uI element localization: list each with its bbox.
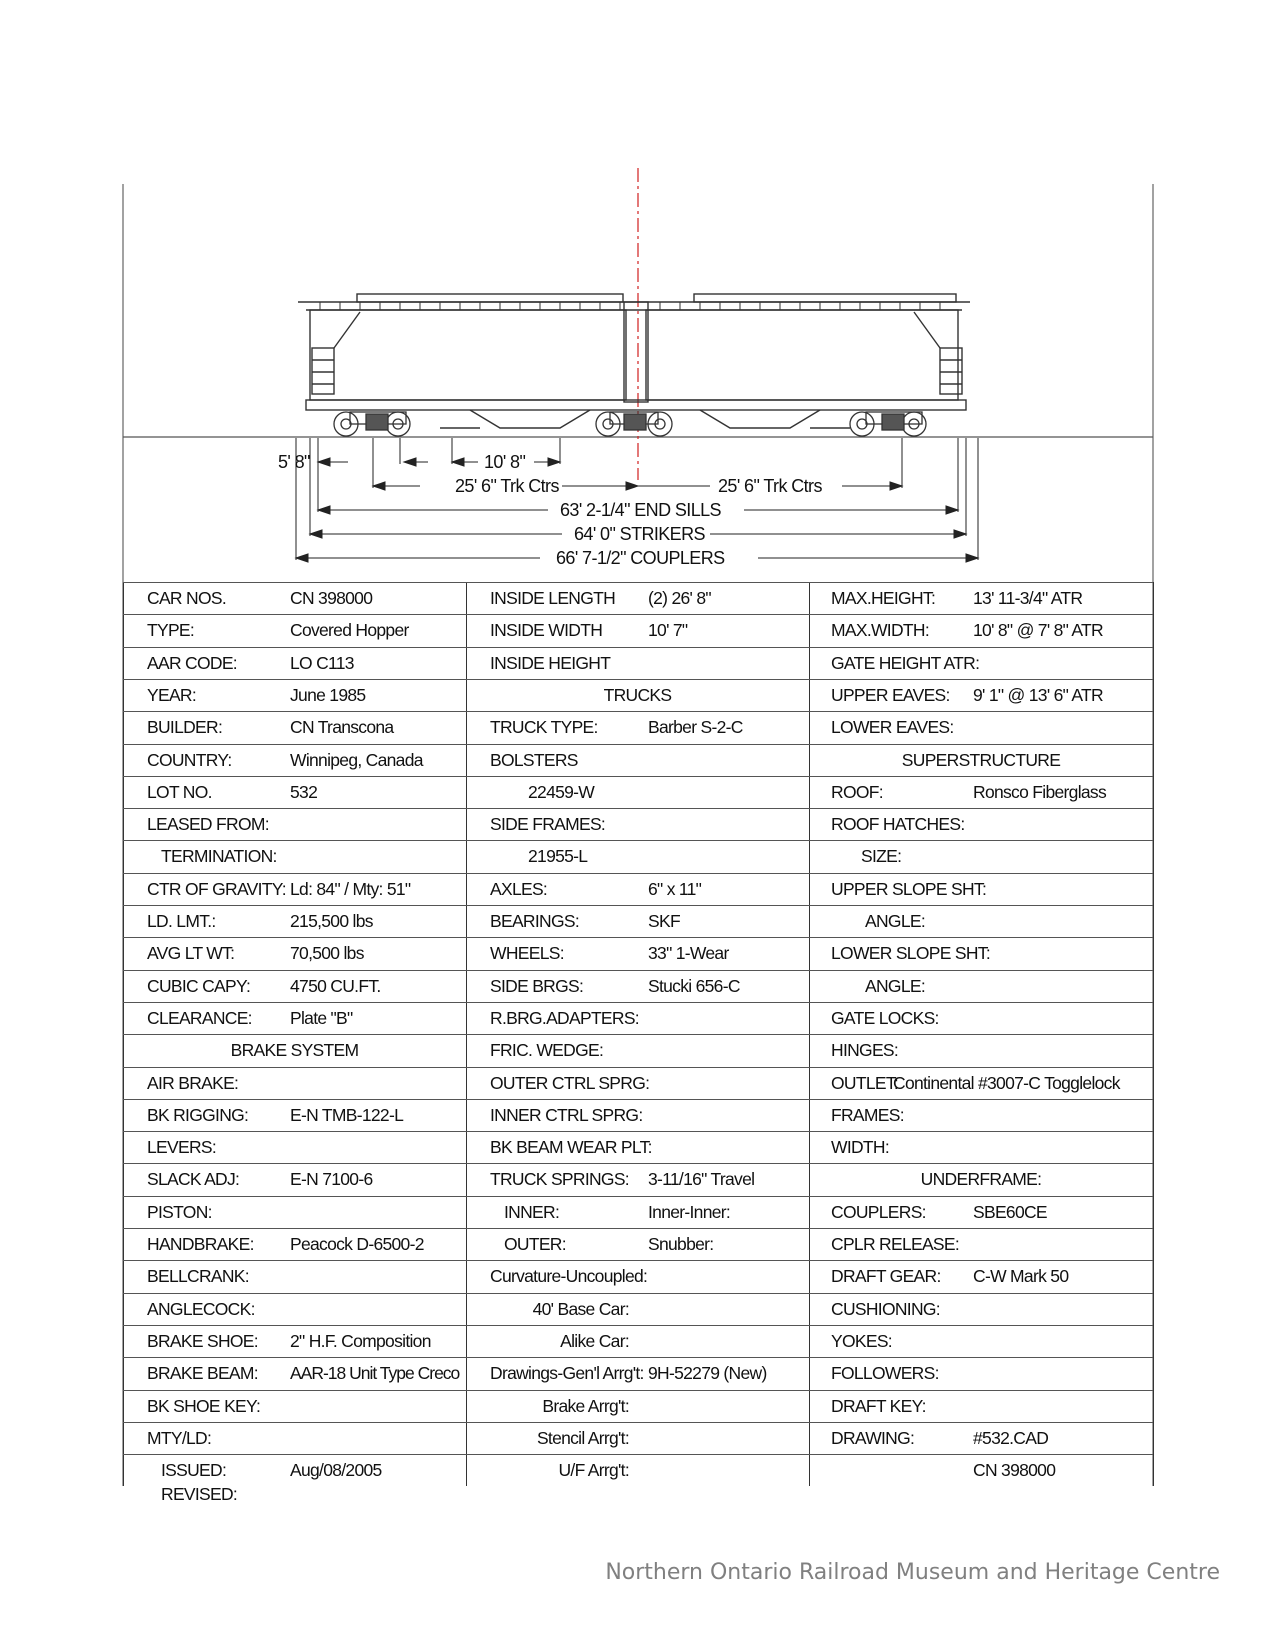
spec-value: (2) 26' 8" [648,588,711,608]
spec-label: LEASED FROM: [147,814,269,835]
row-rule [123,1357,1153,1358]
spec-row [123,647,466,679]
spec-value: C-W Mark 50 [973,1266,1069,1287]
spec-label: BEARINGS: [490,911,580,931]
row-rule [123,1196,1153,1197]
spec-value: 215,500 lbs [290,911,373,931]
spec-value: Ld: 84" / Mty: 51" [290,878,411,899]
spec-value: 2" H.F. Composition [290,1330,431,1351]
row-rule [123,1099,1153,1100]
spec-row [809,679,1153,711]
row-rule [123,905,1153,906]
spec-value: #532.CAD [973,1427,1049,1448]
footer-credit: Northern Ontario Railroad Museum and Heritage Centre [605,1560,1220,1585]
spec-row [809,744,1153,776]
spec-value: E-N 7100-6 [290,1169,373,1190]
spec-value: Barber S-2-C [648,717,743,738]
row-rule [123,614,1153,615]
spec-row [123,614,466,646]
spec-label: ANGLE: [865,911,925,931]
strikers-label: 64' 0" STRIKERS [574,524,705,544]
spec-row [466,970,809,1002]
row-rule [123,873,1153,874]
spec-label: GATE HEIGHT ATR: [831,652,980,673]
spec-label: ROOF: [831,781,883,802]
spec-row [466,1293,809,1325]
spec-value: Peacock D-6500-2 [290,1234,424,1254]
spec-row [466,614,809,646]
spec-row [466,1422,809,1454]
spec-label: WIDTH: [831,1137,890,1158]
spec-value: Winnipeg, Canada [290,749,423,770]
row-rule [123,1228,1153,1229]
row-rule [123,840,1153,841]
spec-label: R.BRG.ADAPTERS: [490,1007,639,1028]
row-rule [123,937,1153,938]
spec-value: CN 398000 [973,1460,1056,1481]
row-rule [123,1390,1153,1391]
spec-value: Aug/08/2005 [290,1460,382,1481]
spec-row [809,840,1153,872]
spec-row [809,970,1153,1002]
spec-value: 6" x 11" [648,878,702,899]
spec-label: LOWER SLOPE SHT: [831,943,990,964]
spec-label: BELLCRANK: [147,1266,249,1287]
spec-value: Continental #3007-C Togglelock [893,1072,1120,1093]
spec-row [123,1196,466,1228]
spec-row [466,744,809,776]
spec-label: AIR BRAKE: [147,1072,239,1093]
spec-value: LO C113 [290,652,354,673]
spec-row [809,1357,1153,1389]
section-heading: SUPERSTRUCTURE [901,749,1061,770]
row-rule [123,1422,1153,1423]
dim-height-label: 5' 8" [278,452,310,472]
spec-row [466,776,809,808]
spec-row [809,1131,1153,1163]
spec-row [123,1478,466,1510]
spec-row [123,808,466,840]
spec-label: SLACK ADJ: [147,1169,240,1190]
spec-row [809,1228,1153,1260]
spec-label: OUTER CTRL SPRG: [490,1072,650,1093]
spec-label: 40' Base Car: [532,1298,629,1319]
row-rule [123,1454,1153,1455]
car-body [298,294,970,428]
row-rule [123,1131,1153,1132]
spec-row [809,1293,1153,1325]
spec-row [809,1099,1153,1131]
spec-row [466,679,809,711]
spec-label: Drawings-Gen'l Arrg't: [490,1363,644,1384]
spec-value: Snubber: [648,1234,714,1254]
spec-label: 22459-W [528,781,595,802]
spec-row [809,1422,1153,1454]
spec-row [809,1260,1153,1292]
spec-row [466,1357,809,1389]
spec-label: INNER CTRL SPRG: [490,1104,643,1125]
spec-row [809,647,1153,679]
spec-label: SIDE FRAMES: [490,814,606,835]
spec-row [466,1067,809,1099]
spec-label: OUTER: [504,1234,566,1254]
spec-row [809,711,1153,743]
couplers-label: 66' 7-1/2" COUPLERS [556,548,725,568]
end-sills-label: 63' 2-1/4" END SILLS [560,500,721,520]
spec-row [809,1034,1153,1066]
spec-row [123,1131,466,1163]
spec-label: OUTLET: [831,1072,899,1093]
spec-value: CN Transcona [290,717,394,738]
spec-row [466,647,809,679]
spec-row [466,1196,809,1228]
spec-label: Curvature-Uncoupled: [490,1266,648,1287]
spec-label: SIZE: [861,846,902,867]
spec-value: E-N TMB-122-L [290,1104,404,1125]
spec-row [123,582,466,614]
spec-row [809,873,1153,905]
row-rule [123,1067,1153,1068]
spec-value: June 1985 [290,684,366,705]
spec-row [466,840,809,872]
spec-value: 70,500 lbs [290,943,364,964]
spec-row [123,873,466,905]
spec-label: CLEARANCE: [147,1007,252,1028]
spec-row [466,905,809,937]
spec-row [809,1002,1153,1034]
spec-label: MTY/LD: [147,1427,212,1448]
spec-row [466,1390,809,1422]
spec-value: 10' 7" [648,620,688,641]
spec-value: 9H-52279 (New) [648,1363,767,1384]
section-heading: TRUCKS [603,684,672,705]
spec-value: CN 398000 [290,588,373,608]
spec-row [123,1422,466,1454]
spec-label: DRAFT GEAR: [831,1266,941,1287]
spec-value: Covered Hopper [290,620,409,641]
spec-label: COUPLERS: [831,1201,926,1222]
spec-row [466,1163,809,1195]
spec-label: TYPE: [147,620,195,641]
spec-value: 13' 11-3/4" ATR [973,588,1083,608]
spec-label: COUNTRY: [147,749,232,770]
spec-label: INSIDE WIDTH [490,620,603,641]
spec-label: FOLLOWERS: [831,1363,939,1384]
table-right-border [1153,582,1154,1486]
spec-label: INNER: [504,1201,560,1222]
spec-label: LOWER EAVES: [831,717,954,738]
spec-label: AVG LT WT: [147,943,235,964]
section-heading: BRAKE SYSTEM [230,1040,359,1061]
row-rule [123,1034,1153,1035]
spec-label: CUSHIONING: [831,1298,940,1319]
spec-value: 3-11/16" Travel [648,1169,755,1190]
spec-row [466,1260,809,1292]
spec-label: UPPER SLOPE SHT: [831,878,987,899]
spec-value: SBE60CE [973,1201,1047,1222]
spec-row [809,1067,1153,1099]
spec-label: LEVERS: [147,1137,217,1158]
spec-label: BK SHOE KEY: [147,1395,261,1416]
truck-centers-left-label: 25' 6" Trk Ctrs [455,476,559,496]
spec-value: 532 [290,781,318,802]
spec-row [123,905,466,937]
spec-row [466,808,809,840]
spec-label: Stencil Arrg't: [536,1427,629,1448]
spec-label: LD. LMT.: [147,911,216,931]
spec-label: 21955-L [528,846,588,867]
dim-spacing-label: 10' 8" [484,452,526,472]
spec-row [809,582,1153,614]
spec-row [466,711,809,743]
spec-value: Ronsco Fiberglass [973,781,1107,802]
spec-row [809,614,1153,646]
spec-label: WHEELS: [490,943,564,964]
spec-row [123,711,466,743]
spec-label: ISSUED: [161,1460,227,1481]
spec-label: MAX.HEIGHT: [831,588,936,608]
spec-label: INSIDE LENGTH [490,588,616,608]
spec-row [466,937,809,969]
row-rule [123,647,1153,648]
spec-value: 4750 CU.FT. [290,975,381,996]
spec-label: CUBIC CAPY: [147,975,251,996]
trucks [334,412,926,436]
spec-label: UPPER EAVES: [831,684,950,705]
spec-row [123,1260,466,1292]
spec-row [123,1034,466,1066]
row-rule [123,776,1153,777]
spec-label: MAX.WIDTH: [831,620,929,641]
spec-row [123,1325,466,1357]
spec-value: AAR-18 Unit Type Creco [290,1363,460,1384]
spec-label: TERMINATION: [161,846,277,867]
row-rule [123,711,1153,712]
spec-label: GATE LOCKS: [831,1007,939,1028]
row-rule [123,1002,1153,1003]
row-rule [123,679,1153,680]
spec-row [466,1228,809,1260]
spec-label: HANDBRAKE: [147,1234,254,1254]
spec-row [466,873,809,905]
spec-row [123,744,466,776]
spec-row [123,840,466,872]
row-rule [123,1325,1153,1326]
spec-label: CAR NOS. [147,588,226,608]
spec-label: U/F Arrg't: [558,1460,629,1481]
spec-label: YEAR: [147,684,197,705]
spec-label: AAR CODE: [147,652,237,673]
truck-centers-right-label: 25' 6" Trk Ctrs [718,476,822,496]
spec-row [466,1099,809,1131]
spec-row [466,1325,809,1357]
spec-label: DRAWING: [831,1427,915,1448]
spec-row [123,1067,466,1099]
spec-row [809,1163,1153,1195]
row-rule [123,1293,1153,1294]
spec-label: Brake Arrg't: [542,1395,629,1416]
spec-label: ANGLECOCK: [147,1298,255,1319]
spec-row [809,776,1153,808]
spec-row [123,1390,466,1422]
spec-row [123,1228,466,1260]
spec-label: SIDE BRGS: [490,975,584,996]
spec-label: ANGLE: [865,975,925,996]
spec-row [123,1357,466,1389]
spec-label: BK BEAM WEAR PLT: [490,1137,652,1158]
row-rule [123,808,1153,809]
spec-row [123,1293,466,1325]
spec-label: CPLR RELEASE: [831,1234,960,1254]
spec-row [809,1325,1153,1357]
spec-row [466,1002,809,1034]
spec-label: ROOF HATCHES: [831,814,965,835]
spec-label: DRAFT KEY: [831,1395,926,1416]
spec-row [466,1131,809,1163]
spec-label: BRAKE SHOE: [147,1330,258,1351]
spec-value: Inner-Inner: [648,1201,731,1222]
spec-label: FRIC. WEDGE: [490,1040,604,1061]
spec-row [123,679,466,711]
spec-label: YOKES: [831,1330,892,1351]
spec-value: SKF [648,911,680,931]
spec-value: Stucki 656-C [648,975,740,996]
row-rule [123,1260,1153,1261]
spec-label: FRAMES: [831,1104,904,1125]
spec-label: TRUCK TYPE: [490,717,598,738]
spec-row [809,1196,1153,1228]
spec-row [809,1454,1153,1486]
spec-row [466,582,809,614]
spec-label: BOLSTERS [490,749,578,770]
spec-label: REVISED: [161,1484,238,1505]
spec-label: BK RIGGING: [147,1104,249,1125]
row-rule [123,1163,1153,1164]
spec-label: PISTON: [147,1201,212,1222]
row-rule [123,744,1153,745]
spec-row [123,937,466,969]
spec-row [123,1163,466,1195]
spec-label: AXLES: [490,878,548,899]
spec-label: Alike Car: [560,1330,629,1351]
spec-row [123,970,466,1002]
section-heading: UNDERFRAME: [920,1169,1042,1190]
spec-label: TRUCK SPRINGS: [490,1169,629,1190]
spec-row [809,905,1153,937]
spec-label: BRAKE BEAM: [147,1363,258,1384]
spec-row [809,808,1153,840]
row-rule [123,582,1153,583]
spec-value: 33" 1-Wear [648,943,729,964]
spec-row [123,1002,466,1034]
spec-label: BUILDER: [147,717,223,738]
spec-value: 9' 1" @ 13' 6" ATR [973,684,1103,705]
spec-label: HINGES: [831,1040,899,1061]
spec-value: 10' 8" @ 7' 8" ATR [973,620,1103,641]
spec-row [123,776,466,808]
spec-row [466,1034,809,1066]
spec-label: INSIDE HEIGHT [490,652,611,673]
spec-label: CTR OF GRAVITY: [147,878,286,899]
spec-row [466,1454,809,1486]
spec-value: Plate "B" [290,1007,353,1028]
spec-label: LOT NO. [147,781,212,802]
spec-row [123,1099,466,1131]
spec-row [809,937,1153,969]
row-rule [123,970,1153,971]
spec-row [809,1390,1153,1422]
